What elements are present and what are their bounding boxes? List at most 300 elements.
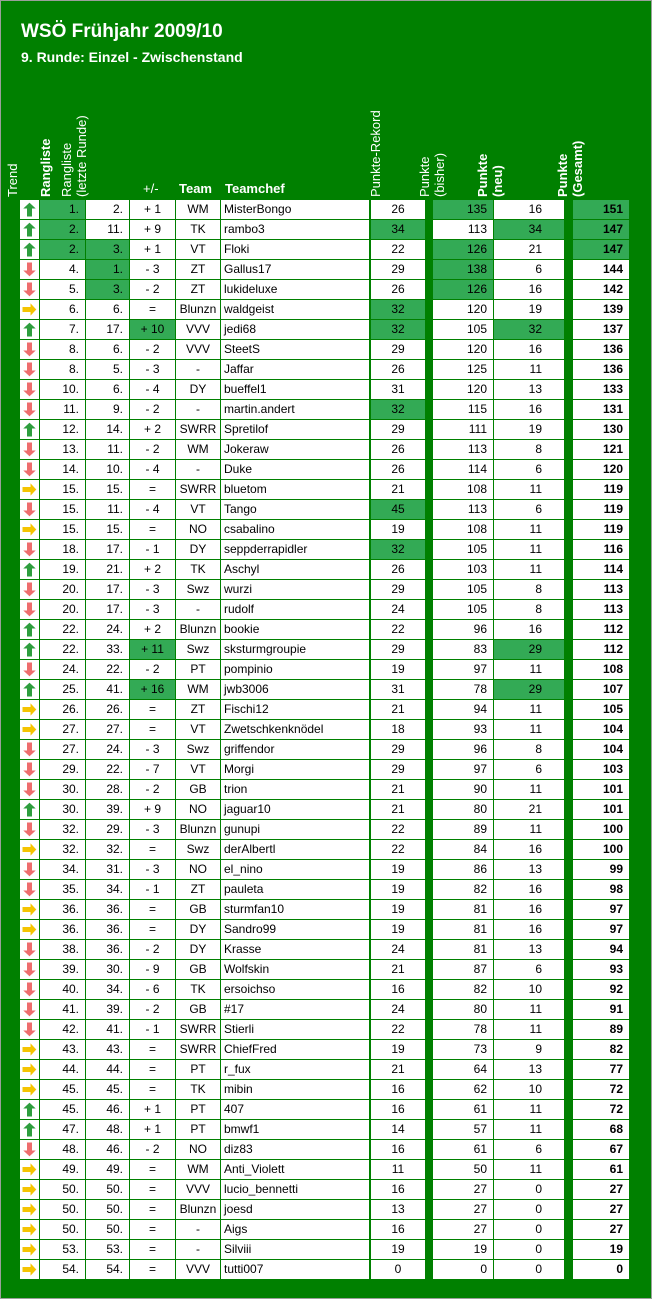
record-cell: 16 [371, 1180, 425, 1199]
points-prev-cell: 105 [433, 320, 493, 339]
change-cell: - 3 [130, 740, 175, 759]
table-row [1, 980, 651, 1000]
record-cell: 22 [371, 1020, 425, 1039]
captain-cell: Aigs [221, 1220, 369, 1239]
table-row [1, 920, 651, 940]
points-total-cell: 27 [573, 1180, 629, 1199]
points-prev-cell: 27 [433, 1200, 493, 1219]
prev-rank-cell: 11. [86, 220, 129, 239]
trend-cell [20, 420, 39, 439]
points-prev-cell: 113 [433, 500, 493, 519]
change-cell: + 9 [130, 800, 175, 819]
captain-cell: SteetS [221, 340, 369, 359]
table-row [1, 380, 651, 400]
points-new-cell: 11 [494, 360, 564, 379]
rank-cell: 38. [40, 940, 85, 959]
captain-cell: Zwetschkenknödel [221, 720, 369, 739]
change-cell: = [130, 720, 175, 739]
points-total-cell: 19 [573, 1240, 629, 1259]
points-new-cell: 0 [494, 1260, 564, 1279]
captain-cell: bmwf1 [221, 1120, 369, 1139]
prev-rank-cell: 10. [86, 460, 129, 479]
trend-same-icon [22, 1242, 37, 1257]
captain-cell: sturmfan10 [221, 900, 369, 919]
points-new-cell: 8 [494, 580, 564, 599]
points-prev-cell: 61 [433, 1140, 493, 1159]
points-total-cell: 99 [573, 860, 629, 879]
rank-cell: 8. [40, 360, 85, 379]
trend-same-icon [22, 482, 37, 497]
trend-down-icon [22, 1022, 37, 1037]
header-captain: Teamchef [225, 181, 285, 196]
record-cell: 24 [371, 940, 425, 959]
change-cell: + 1 [130, 200, 175, 219]
trend-down-icon [22, 862, 37, 877]
team-cell: VVV [176, 320, 220, 339]
trend-same-icon [22, 702, 37, 717]
rank-cell: 32. [40, 820, 85, 839]
record-cell: 29 [371, 260, 425, 279]
captain-cell: jwb3006 [221, 680, 369, 699]
points-total-cell: 151 [573, 200, 629, 219]
captain-cell: Spretilof [221, 420, 369, 439]
captain-cell: joesd [221, 1200, 369, 1219]
prev-rank-cell: 22. [86, 760, 129, 779]
points-total-cell: 137 [573, 320, 629, 339]
trend-cell [20, 1040, 39, 1059]
trend-same-icon [22, 922, 37, 937]
points-prev-cell: 19 [433, 1240, 493, 1259]
points-new-cell: 16 [494, 280, 564, 299]
record-cell: 29 [371, 760, 425, 779]
rank-cell: 26. [40, 700, 85, 719]
points-prev-cell: 62 [433, 1080, 493, 1099]
team-cell: GB [176, 960, 220, 979]
points-new-cell: 13 [494, 1060, 564, 1079]
rank-cell: 24. [40, 660, 85, 679]
prev-rank-cell: 50. [86, 1220, 129, 1239]
trend-down-icon [22, 982, 37, 997]
table-row [1, 700, 651, 720]
trend-up-icon [22, 322, 37, 337]
prev-rank-cell: 54. [86, 1260, 129, 1279]
change-cell: - 3 [130, 360, 175, 379]
page-subtitle: 9. Runde: Einzel - Zwischenstand [21, 49, 243, 65]
rank-cell: 15. [40, 480, 85, 499]
record-cell: 19 [371, 900, 425, 919]
points-prev-cell: 78 [433, 680, 493, 699]
points-prev-cell: 86 [433, 860, 493, 879]
points-new-cell: 16 [494, 900, 564, 919]
rank-cell: 36. [40, 920, 85, 939]
trend-cell [20, 300, 39, 319]
captain-cell: bueffel1 [221, 380, 369, 399]
trend-cell [20, 940, 39, 959]
change-cell: = [130, 1040, 175, 1059]
change-cell: - 1 [130, 1020, 175, 1039]
rank-cell: 4. [40, 260, 85, 279]
prev-rank-cell: 29. [86, 820, 129, 839]
prev-rank-cell: 43. [86, 1040, 129, 1059]
trend-cell [20, 980, 39, 999]
points-new-cell: 21 [494, 240, 564, 259]
points-new-cell: 13 [494, 380, 564, 399]
points-prev-cell: 87 [433, 960, 493, 979]
table-row [1, 900, 651, 920]
change-cell: = [130, 840, 175, 859]
record-cell: 0 [371, 1260, 425, 1279]
captain-cell: jaguar10 [221, 800, 369, 819]
record-cell: 26 [371, 200, 425, 219]
points-new-cell: 13 [494, 860, 564, 879]
prev-rank-cell: 34. [86, 880, 129, 899]
table-row [1, 580, 651, 600]
captain-cell: Aschyl [221, 560, 369, 579]
trend-cell [20, 1060, 39, 1079]
change-cell: - 2 [130, 280, 175, 299]
record-cell: 22 [371, 620, 425, 639]
team-cell: PT [176, 660, 220, 679]
points-prev-cell: 105 [433, 580, 493, 599]
captain-cell: r_fux [221, 1060, 369, 1079]
rank-cell: 20. [40, 580, 85, 599]
team-cell: - [176, 600, 220, 619]
points-new-cell: 11 [494, 820, 564, 839]
team-cell: Blunzn [176, 1200, 220, 1219]
table-row [1, 360, 651, 380]
points-prev-cell: 126 [433, 240, 493, 259]
points-prev-cell: 111 [433, 420, 493, 439]
change-cell: - 4 [130, 460, 175, 479]
trend-cell [20, 580, 39, 599]
record-cell: 19 [371, 520, 425, 539]
trend-down-icon [22, 822, 37, 837]
captain-cell: 407 [221, 1100, 369, 1119]
points-prev-cell: 81 [433, 900, 493, 919]
team-cell: TK [176, 980, 220, 999]
team-cell: - [176, 460, 220, 479]
captain-cell: Sandro99 [221, 920, 369, 939]
table-row [1, 440, 651, 460]
trend-cell [20, 700, 39, 719]
captain-cell: Anti_Violett [221, 1160, 369, 1179]
table-row [1, 300, 651, 320]
rank-cell: 27. [40, 720, 85, 739]
captain-cell: Gallus17 [221, 260, 369, 279]
points-prev-cell: 82 [433, 980, 493, 999]
points-new-cell: 6 [494, 460, 564, 479]
table-row [1, 880, 651, 900]
record-cell: 24 [371, 1000, 425, 1019]
record-cell: 34 [371, 220, 425, 239]
prev-rank-cell: 34. [86, 980, 129, 999]
trend-down-icon [22, 762, 37, 777]
prev-rank-cell: 6. [86, 300, 129, 319]
trend-cell [20, 1000, 39, 1019]
trend-cell [20, 320, 39, 339]
points-prev-cell: 83 [433, 640, 493, 659]
change-cell: + 1 [130, 240, 175, 259]
table-row [1, 460, 651, 480]
captain-cell: bookie [221, 620, 369, 639]
trend-cell [20, 1160, 39, 1179]
trend-cell [20, 360, 39, 379]
points-prev-cell: 97 [433, 660, 493, 679]
trend-same-icon [22, 1262, 37, 1277]
captain-cell: wurzi [221, 580, 369, 599]
points-prev-cell: 120 [433, 380, 493, 399]
table-row [1, 540, 651, 560]
points-new-cell: 10 [494, 1080, 564, 1099]
points-new-cell: 29 [494, 640, 564, 659]
prev-rank-cell: 28. [86, 780, 129, 799]
trend-down-icon [22, 882, 37, 897]
rank-cell: 45. [40, 1080, 85, 1099]
points-total-cell: 120 [573, 460, 629, 479]
table-row [1, 780, 651, 800]
points-new-cell: 13 [494, 940, 564, 959]
change-cell: = [130, 1060, 175, 1079]
table-row [1, 420, 651, 440]
points-total-cell: 100 [573, 820, 629, 839]
team-cell: PT [176, 1060, 220, 1079]
record-cell: 26 [371, 360, 425, 379]
table-row [1, 1080, 651, 1100]
trend-same-icon [22, 1082, 37, 1097]
points-new-cell: 11 [494, 560, 564, 579]
captain-cell: pompinio [221, 660, 369, 679]
points-total-cell: 77 [573, 1060, 629, 1079]
team-cell: ZT [176, 260, 220, 279]
points-total-cell: 113 [573, 580, 629, 599]
points-new-cell: 8 [494, 440, 564, 459]
table-row [1, 400, 651, 420]
team-cell: Swz [176, 840, 220, 859]
points-prev-cell: 96 [433, 620, 493, 639]
change-cell: - 3 [130, 260, 175, 279]
record-cell: 32 [371, 300, 425, 319]
points-prev-cell: 0 [433, 1260, 493, 1279]
rank-cell: 15. [40, 500, 85, 519]
record-cell: 32 [371, 320, 425, 339]
change-cell: + 10 [130, 320, 175, 339]
prev-rank-cell: 39. [86, 1000, 129, 1019]
trend-cell [20, 680, 39, 699]
trend-up-icon [22, 222, 37, 237]
points-total-cell: 119 [573, 480, 629, 499]
prev-rank-cell: 36. [86, 920, 129, 939]
captain-cell: waldgeist [221, 300, 369, 319]
trend-same-icon [22, 722, 37, 737]
prev-rank-cell: 31. [86, 860, 129, 879]
prev-rank-cell: 53. [86, 1240, 129, 1259]
trend-cell [20, 740, 39, 759]
prev-rank-cell: 17. [86, 540, 129, 559]
change-cell: + 9 [130, 220, 175, 239]
record-cell: 13 [371, 1200, 425, 1219]
points-prev-cell: 27 [433, 1220, 493, 1239]
change-cell: = [130, 480, 175, 499]
trend-cell [20, 340, 39, 359]
trend-down-icon [22, 942, 37, 957]
table-row [1, 520, 651, 540]
points-prev-cell: 82 [433, 880, 493, 899]
table-row [1, 600, 651, 620]
points-new-cell: 11 [494, 1100, 564, 1119]
points-total-cell: 114 [573, 560, 629, 579]
table-row [1, 820, 651, 840]
table-row [1, 480, 651, 500]
team-cell: Blunzn [176, 620, 220, 639]
team-cell: Swz [176, 580, 220, 599]
trend-up-icon [22, 242, 37, 257]
record-cell: 29 [371, 740, 425, 759]
prev-rank-cell: 50. [86, 1180, 129, 1199]
record-cell: 21 [371, 700, 425, 719]
table-row [1, 840, 651, 860]
points-total-cell: 112 [573, 620, 629, 639]
trend-down-icon [22, 442, 37, 457]
table-row [1, 720, 651, 740]
change-cell: = [130, 1180, 175, 1199]
prev-rank-cell: 50. [86, 1200, 129, 1219]
rank-cell: 10. [40, 380, 85, 399]
captain-cell: rudolf [221, 600, 369, 619]
table-row [1, 1140, 651, 1160]
trend-down-icon [22, 502, 37, 517]
trend-same-icon [22, 902, 37, 917]
prev-rank-cell: 14. [86, 420, 129, 439]
captain-cell: gunupi [221, 820, 369, 839]
points-new-cell: 16 [494, 840, 564, 859]
points-new-cell: 0 [494, 1200, 564, 1219]
points-total-cell: 67 [573, 1140, 629, 1159]
captain-cell: bluetom [221, 480, 369, 499]
team-cell: VT [176, 240, 220, 259]
points-total-cell: 82 [573, 1040, 629, 1059]
rank-cell: 22. [40, 620, 85, 639]
points-prev-cell: 64 [433, 1060, 493, 1079]
points-new-cell: 6 [494, 760, 564, 779]
prev-rank-cell: 22. [86, 660, 129, 679]
rank-cell: 2. [40, 240, 85, 259]
captain-cell: Jokeraw [221, 440, 369, 459]
trend-cell [20, 780, 39, 799]
change-cell: + 2 [130, 560, 175, 579]
team-cell: DY [176, 380, 220, 399]
captain-cell: derAlbertl [221, 840, 369, 859]
rank-cell: 35. [40, 880, 85, 899]
trend-down-icon [22, 742, 37, 757]
team-cell: Swz [176, 740, 220, 759]
trend-cell [20, 1240, 39, 1259]
prev-rank-cell: 15. [86, 520, 129, 539]
team-cell: Swz [176, 640, 220, 659]
points-total-cell: 72 [573, 1080, 629, 1099]
table-row [1, 280, 651, 300]
rank-cell: 44. [40, 1060, 85, 1079]
rank-cell: 34. [40, 860, 85, 879]
team-cell: DY [176, 920, 220, 939]
team-cell: Blunzn [176, 300, 220, 319]
record-cell: 24 [371, 600, 425, 619]
change-cell: - 3 [130, 820, 175, 839]
trend-cell [20, 440, 39, 459]
points-prev-cell: 94 [433, 700, 493, 719]
trend-cell [20, 1200, 39, 1219]
points-total-cell: 27 [573, 1200, 629, 1219]
record-cell: 45 [371, 500, 425, 519]
prev-rank-cell: 15. [86, 480, 129, 499]
points-total-cell: 112 [573, 640, 629, 659]
trend-cell [20, 560, 39, 579]
header-team: Team [179, 181, 212, 196]
points-total-cell: 98 [573, 880, 629, 899]
rank-cell: 50. [40, 1200, 85, 1219]
team-cell: ZT [176, 880, 220, 899]
team-cell: VT [176, 760, 220, 779]
points-prev-cell: 93 [433, 720, 493, 739]
prev-rank-cell: 17. [86, 320, 129, 339]
trend-cell [20, 840, 39, 859]
trend-down-icon [22, 282, 37, 297]
rank-cell: 7. [40, 320, 85, 339]
captain-cell: el_nino [221, 860, 369, 879]
record-cell: 31 [371, 680, 425, 699]
points-prev-cell: 115 [433, 400, 493, 419]
points-total-cell: 92 [573, 980, 629, 999]
trend-same-icon [22, 1062, 37, 1077]
table-row [1, 200, 651, 220]
record-cell: 19 [371, 880, 425, 899]
rank-cell: 30. [40, 800, 85, 819]
captain-cell: sksturmgroupie [221, 640, 369, 659]
team-cell: PT [176, 1100, 220, 1119]
table-row [1, 560, 651, 580]
points-total-cell: 101 [573, 800, 629, 819]
trend-up-icon [22, 1102, 37, 1117]
trend-cell [20, 520, 39, 539]
captain-cell: trion [221, 780, 369, 799]
record-cell: 29 [371, 640, 425, 659]
points-total-cell: 144 [573, 260, 629, 279]
trend-cell [20, 720, 39, 739]
points-total-cell: 133 [573, 380, 629, 399]
points-new-cell: 11 [494, 780, 564, 799]
captain-cell: MisterBongo [221, 200, 369, 219]
table-row [1, 740, 651, 760]
rank-cell: 29. [40, 760, 85, 779]
record-cell: 29 [371, 340, 425, 359]
trend-cell [20, 1120, 39, 1139]
prev-rank-cell: 11. [86, 500, 129, 519]
rank-cell: 19. [40, 560, 85, 579]
record-cell: 16 [371, 980, 425, 999]
table-row [1, 1060, 651, 1080]
rank-cell: 6. [40, 300, 85, 319]
trend-up-icon [22, 422, 37, 437]
trend-same-icon [22, 1042, 37, 1057]
points-prev-cell: 78 [433, 1020, 493, 1039]
trend-up-icon [22, 562, 37, 577]
points-new-cell: 11 [494, 520, 564, 539]
prev-rank-cell: 3. [86, 240, 129, 259]
team-cell: WM [176, 680, 220, 699]
change-cell: - 2 [130, 1140, 175, 1159]
points-prev-cell: 61 [433, 1100, 493, 1119]
change-cell: - 2 [130, 940, 175, 959]
change-cell: = [130, 1200, 175, 1219]
